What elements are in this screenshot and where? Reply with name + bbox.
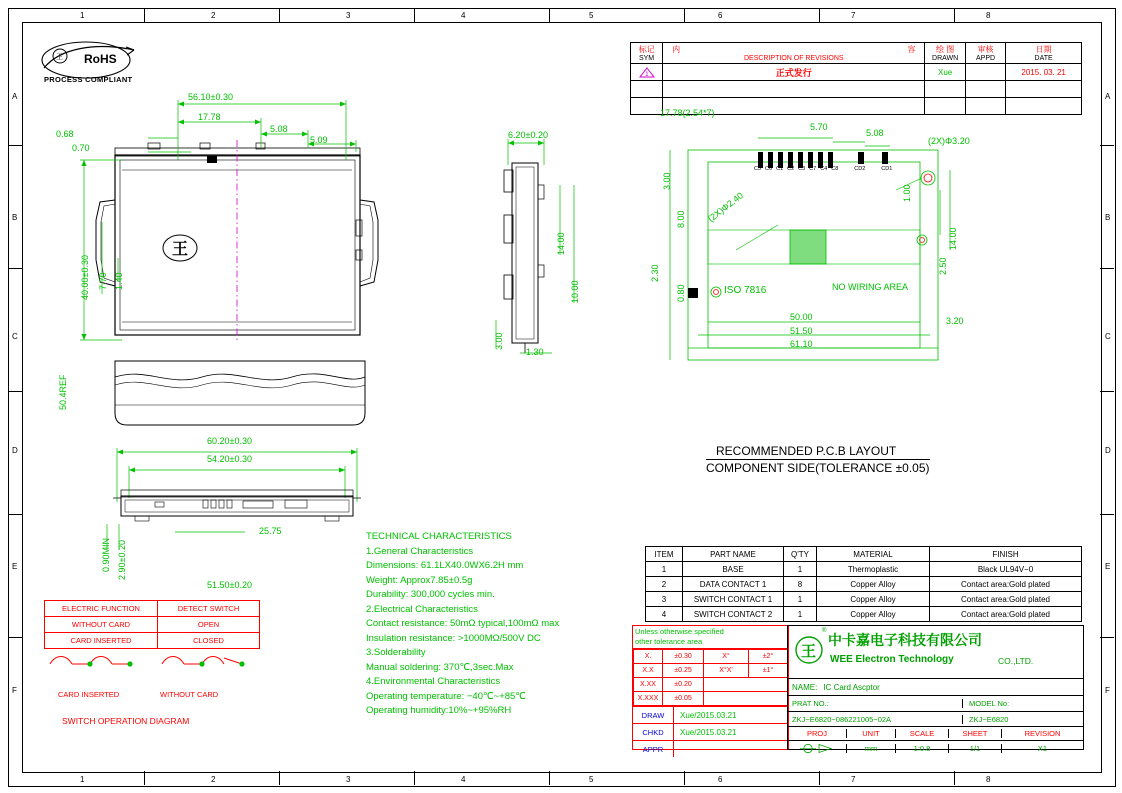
tech-line-12: Operating humidity:10%~+95%RH [366,705,512,716]
front-dim-509: 5.09 [310,135,328,145]
revision-desc-1: 正式发行 [663,64,925,81]
tol-c3 [704,678,788,692]
zone-bottom-2: 2 [211,775,216,784]
tech-line-5: 2.Electrical Characteristics [366,603,478,615]
zone-bottom-8: 8 [986,775,991,784]
parts-th-qty: Q'TY [784,547,817,562]
parts-finish-1: Black UL94V−0 [930,562,1082,577]
bottom-dim-5420: 54.20±0.30 [207,454,252,464]
model-label: MODEL No: [962,699,1083,708]
switch-diagram-label-without: WITHOUT CARD [160,690,219,699]
zone-top-3: 3 [346,11,351,20]
svg-text:王: 王 [56,54,63,61]
front-dim-070: 0.70 [72,143,90,153]
tol-b3: X°X' [704,664,749,678]
rev-head-drawn-cn: 绘 图 [936,45,955,54]
zone-right-d: D [1105,446,1111,455]
tech-line-8: 3.Solderability [366,647,426,658]
zone-top-4: 4 [461,11,466,20]
unit-value: mm [846,744,895,753]
pcb-dim-508: 5.08 [866,128,884,138]
parts-row [646,607,1082,622]
front-dim-504ref: 50.4REF [58,374,68,410]
revision-drawn-1: Xue [925,64,965,81]
parts-qty-1: 1 [784,562,817,577]
zone-bottom-7: 7 [851,775,856,784]
svg-text:王: 王 [801,644,817,660]
rev-head-appd-en: APPD [976,55,996,62]
revision-row [631,64,1082,81]
parts-header-row [646,547,1082,562]
pcb-layout-view [650,108,970,380]
svg-text:王: 王 [172,241,189,258]
pcb-dim-250: 2.50 [938,257,948,275]
draw-value: Xue/2015.03.21 [680,710,737,720]
company-logo [794,635,824,665]
parts-row [646,562,1082,577]
company-name-cn: 中卡嘉电子科技有限公司 [828,632,982,648]
parts-item-2: 2 [646,577,683,592]
pcb-dim-230: 2.30 [650,264,660,282]
projection-symbol-icon [788,743,846,754]
switch-table-row [45,617,260,633]
pcb-layout-title-1: RECOMMENDED P.C.B LAYOUT [716,444,897,458]
pin-c5: C5 [754,166,762,172]
parts-th-item: ITEM [646,547,683,562]
pcb-dim-080: 0.80 [676,284,686,302]
parts-name-2: DATA CONTACT 1 [683,577,784,592]
parts-qty-3: 1 [784,592,817,607]
rev-head-sym-cn: 标记 [638,45,655,54]
zone-bottom-1: 1 [80,775,85,784]
switch-table-row [45,601,260,617]
pin-c7: C7 [809,166,817,172]
front-dim-068: 0.68 [56,129,74,139]
pcb-dim-phi320: (2X)Φ3.20 [928,136,970,146]
tolerance-row [634,650,788,664]
revision-appd-2 [965,81,1005,98]
parts-row [646,592,1082,607]
zone-left-a: A [12,92,18,101]
tech-line-2: Dimensions: 61.1LX40.0WX6.2H mm [366,560,524,571]
pin-cd2: CD2 [854,166,866,172]
proj-label: PROJ [806,729,827,738]
zone-bottom-5: 5 [589,775,594,784]
revision-drawn-2 [925,81,965,98]
parts-th-partname: PART NAME [683,547,784,562]
parts-material-3: Copper Alloy [817,592,930,607]
pcb-layout-title-2: COMPONENT SIDE(TOLERANCE ±0.05) [706,461,930,475]
revision-row [631,81,1082,98]
side-dim-300: 3.00 [494,332,504,350]
tolerance-row [634,678,788,692]
parts-name-4: SWITCH CONTACT 2 [683,607,784,622]
switch-operation-diagram [44,648,264,688]
pin-c3: C3 [798,166,806,172]
tol-a1: X. [634,650,663,664]
switch-td-without-card: WITHOUT CARD [45,617,158,633]
switch-diagram-caption: SWITCH OPERATION DIAGRAM [62,716,190,726]
rev-head-drawn-en: DRAWN [932,55,959,62]
zone-left-e: E [12,562,18,571]
tolerance-row [634,692,788,706]
zone-right-e: E [1105,562,1111,571]
revision-drawn-3 [925,98,965,115]
pcb-iso-label: ISO 7816 [724,285,767,296]
zone-top-6: 6 [718,11,723,20]
parts-finish-2: Contact area:Gold plated [930,577,1082,592]
switch-td-closed: CLOSED [158,633,260,649]
tech-line-11: Operating temperature: −40℃~+85℃ [366,690,526,702]
parts-qty-2: 8 [784,577,817,592]
rev-head-appd-cn: 审核 [977,45,994,54]
pcb-dim-800: 8.00 [676,210,686,228]
revision-table [630,42,1082,115]
side-dim-1400: 14.00 [556,232,566,255]
revision-header-row [631,43,1082,64]
pcb-dim-100: 1.00 [902,184,912,202]
registered-mark-icon: ® [822,628,827,634]
zone-bottom-6: 6 [718,775,723,784]
scale-value: 1:0.8 [895,744,948,753]
rohs-caption: PROCESS COMPLIANT [44,75,133,84]
zone-right-f: F [1105,686,1110,695]
pin-c2: C2 [787,166,795,172]
zone-top-1: 1 [80,11,85,20]
pin-c4: C4 [820,166,828,172]
tech-line-7: Insulation resistance: >1000MΩ/500V DC [366,632,541,644]
front-dim-5610: 56.10±0.30 [188,92,233,102]
tech-line-3: Weight: Approx7.85±0.5g [366,574,473,586]
name-label: NAME: [792,682,818,692]
revision-label: REVISION [1001,729,1083,738]
front-dim-4000: 40.00±0.30 [80,255,90,300]
sheet-label: SHEET [948,729,1001,738]
rev-head-date-cn: 日期 [1035,45,1052,54]
tech-title: TECHNICAL CHARACTERISTICS [366,531,512,542]
side-dim-620: 6.20±0.20 [508,130,548,140]
revision-date-1: 2015. 03. 21 [1006,64,1082,81]
tol-a3: X° [704,650,749,664]
sheet-value: 1/1 [948,744,1001,753]
switch-table-row [45,633,260,649]
front-view [56,90,380,410]
parts-material-2: Copper Alloy [817,577,930,592]
parts-name-1: BASE [683,562,784,577]
zone-left-d: D [12,446,18,455]
tolerance-row [634,664,788,678]
chkd-value: Xue/2015.03.21 [680,727,737,737]
revision-desc-2 [663,81,925,98]
rev-head-date-en: DATE [1034,55,1053,62]
tol-b1: X.X [634,664,663,678]
tech-line-9: Manual soldering: 370℃,3sec.Max [366,661,514,673]
bottom-dim-290: 2.90±0.20 [117,540,127,580]
revision-appd-3 [965,98,1005,115]
front-dim-770: 7.70 [98,272,108,290]
rohs-label: RoHS [84,52,117,66]
zone-right-b: B [1105,213,1111,222]
parts-item-1: 1 [646,562,683,577]
bottom-dim-090min: 0.90MIN [101,537,111,572]
tol-d1: X.XXX [634,692,663,706]
title-block [787,625,1084,753]
zone-top-2: 2 [211,11,216,20]
pcb-dim-570: 5.70 [810,122,828,132]
zone-right-c: C [1105,332,1111,341]
pcb-dim-1400: 14.00 [948,227,958,250]
unit-label: UNIT [846,729,895,738]
appr-label: APPR [633,741,674,757]
tol-b4: ±1° [749,664,788,678]
front-dim-508: 5.08 [270,124,288,134]
switch-td-card-inserted: CARD INSERTED [45,633,158,649]
pcb-dim-300: 3.00 [662,172,672,190]
model-value: ZKJ−E6820 [962,715,1083,724]
parts-th-material: MATERIAL [817,547,930,562]
tech-line-6: Contact resistance: 50mΩ typical,100mΩ max [366,618,560,629]
tolerance-note-2: other tolerance area [635,637,703,646]
parts-item-3: 3 [646,592,683,607]
tech-line-4: Durability: 300,000 cycles min. [366,589,495,600]
switch-th-detect: DETECT SWITCH [158,601,260,617]
bottom-dim-2575: 25.75 [259,526,282,536]
tol-a4: ±2° [749,650,788,664]
zone-top-8: 8 [986,11,991,20]
pcb-dim-phi240: (2X)Φ2.40 [706,190,746,224]
zone-left-f: F [12,686,17,695]
parts-table [645,546,1082,622]
parts-finish-3: Contact area:Gold plated [930,592,1082,607]
revision-value: X1 [1001,744,1083,753]
pcb-dim-6110: 61.10 [790,339,813,349]
tol-b2: ±0.25 [663,664,704,678]
company-name-en: WEE Electron Technology [830,654,954,665]
zone-bottom-3: 3 [346,775,351,784]
switch-th-function: ELECTRIC FUNCTION [45,601,158,617]
rev-head-sym-en: SYM [638,55,655,62]
parts-material-1: Thermoplastic [817,562,930,577]
revision-date-2 [1006,81,1082,98]
tolerance-note-1: Unless otherwise specified [635,627,724,636]
front-dim-140: 1.40 [114,272,124,290]
front-view-break [110,355,370,435]
tol-c1: X.XX [634,678,663,692]
svg-text:1: 1 [644,71,649,78]
zone-top-7: 7 [851,11,856,20]
draw-label: DRAW [633,707,674,723]
tol-d3 [704,692,788,706]
parts-item-4: 4 [646,607,683,622]
side-view [490,125,600,365]
revision-sym-3 [631,98,663,115]
switch-diagram-label-inserted: CARD INSERTED [58,690,120,699]
tol-a2: ±0.30 [663,650,704,664]
zone-bottom-4: 4 [461,775,466,784]
zone-top-5: 5 [589,11,594,20]
zone-right-a: A [1105,92,1111,101]
tol-d2: ±0.05 [663,692,704,706]
tech-line-10: 4.Environmental Characteristics [366,676,501,687]
pcb-dim-5000: 50.00 [790,312,813,322]
tol-c2: ±0.20 [663,678,704,692]
revision-sym-2 [631,81,663,98]
rev-head-rong: 容 [907,45,916,54]
part-no-label: PRAT NO.: [792,699,829,708]
tech-line-1: 1.General Characteristics [366,545,474,557]
switch-function-table [44,600,260,649]
switch-td-open: OPEN [158,617,260,633]
pcb-pin-labels [754,166,892,172]
zone-left-b: B [12,213,18,222]
bottom-dim-6020: 60.20±0.30 [207,436,252,446]
parts-finish-4: Contact area:Gold plated [930,607,1082,622]
rev-head-desc-en: DESCRIPTION OF REVISIONS [743,55,844,62]
front-dim-1778: 17.78 [198,112,221,122]
technical-characteristics [366,530,636,719]
zone-left-c: C [12,332,18,341]
scale-label: SCALE [895,729,948,738]
pin-cd1: CD1 [881,166,893,172]
pcb-dim-5150: 51.50 [790,326,813,336]
pin-c8: C8 [831,166,839,172]
tolerance-block [632,625,789,754]
parts-row [646,577,1082,592]
pcb-dim-1778: 17.78(2.54*7) [660,108,715,118]
revision-appd-1 [965,64,1005,81]
parts-name-3: SWITCH CONTACT 1 [683,592,784,607]
side-dim-130: 1.30 [526,347,544,357]
parts-material-4: Copper Alloy [817,607,930,622]
company-name-en-suffix: CO.,LTD. [998,656,1034,666]
name-value: IC Card Ascptor [823,682,880,692]
bottom-dim-5150: 51.50±0.20 [207,580,252,590]
parts-qty-4: 1 [784,607,817,622]
chkd-label: CHKD [633,724,674,740]
pin-c6: C6 [765,166,773,172]
bottom-view [95,436,385,590]
rev-head-nei: 内 [672,45,681,54]
pin-c1: C1 [776,166,784,172]
pcb-dim-320: 3.20 [946,316,964,326]
rohs-stamp [38,38,150,86]
part-no-value: ZKJ−E6820−086221005−02A [792,714,892,724]
pcb-no-wiring-label: NO WIRING AREA [832,282,909,292]
parts-th-finish: FINISH [930,547,1082,562]
revision-date-3 [1006,98,1082,115]
side-dim-1000: 10.00 [570,280,580,303]
